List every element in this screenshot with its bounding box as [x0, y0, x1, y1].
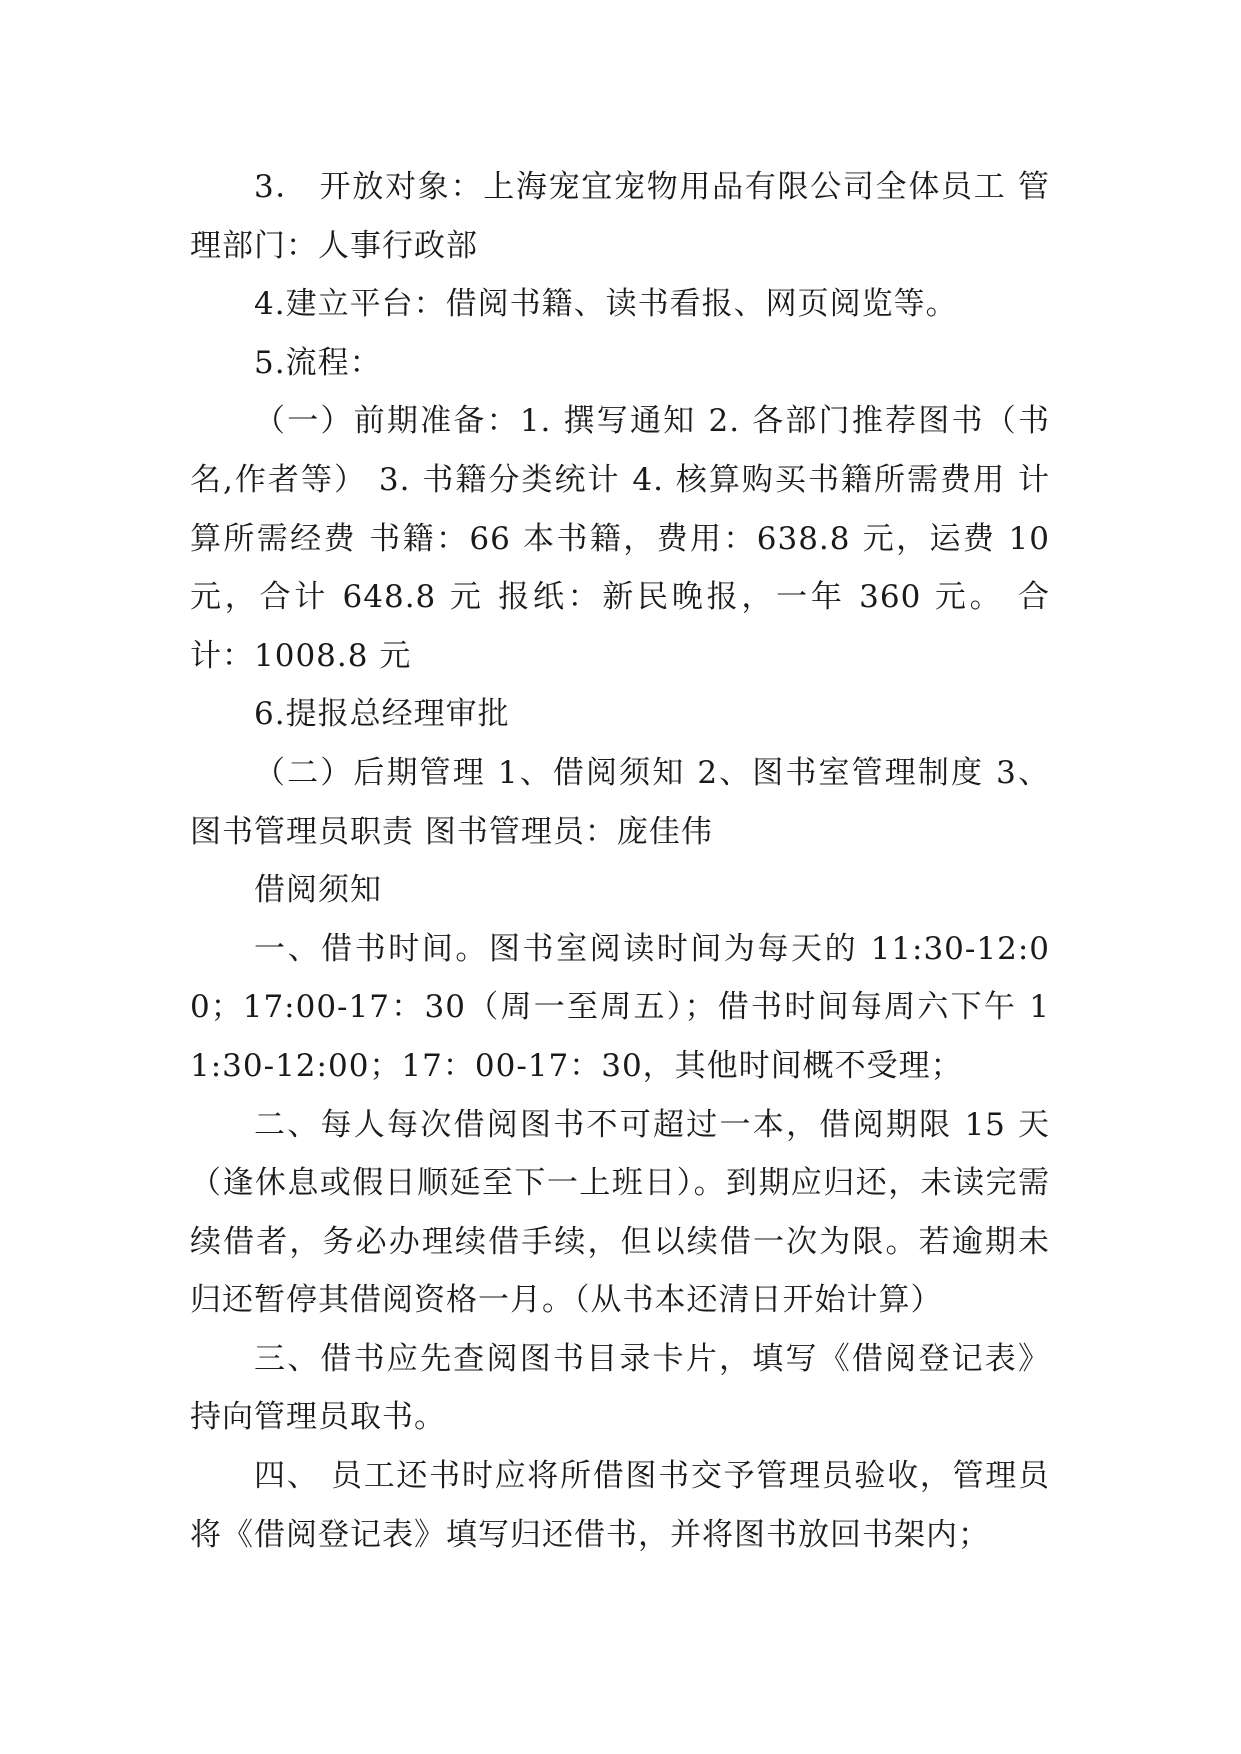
paragraph-borrowing-notice-title: 借阅须知: [254, 872, 382, 909]
paragraph-rule-1: 一、借书时间。图书室阅读时间为每天的 11:30-12:00；17:00-17：30（周一至周五）；借书时间每周六下午 11:30-12:00；17：00-17：30，其他时间概不受理；: [190, 930, 1050, 1084]
paragraph-approval: 6.提报总经理审批: [254, 696, 510, 733]
paragraph-later-management: （二）后期管理 1、借阅须知 2、图书室管理制度 3、图书管理员职责 图书管理员：庞佳伟: [190, 754, 1050, 850]
paragraph-rule-2: 二、每人每次借阅图书不可超过一本，借阅期限 15 天（逢休息或假日顺延至下一上班日）。到期应归还，未读完需续借者，务必办理续借手续，但以续借一次为限。若逾期未归还暂停其借阅资格一月。（从书本还清日开始计算）: [190, 1106, 1050, 1319]
paragraph-rule-4: 四、 员工还书时应将所借图书交予管理员验收，管理员将《借阅登记表》填写归还借书，并将图书放回书架内；: [190, 1458, 1050, 1553]
paragraph-platform: 4.建立平台：借阅书籍、读书看报、网页阅览等。: [254, 286, 958, 323]
paragraph-rule-3: 三、借书应先查阅图书目录卡片，填写《借阅登记表》持向管理员取书。: [190, 1340, 1050, 1436]
paragraph-scope: 3． 开放对象：上海宠宜宠物用品有限公司全体员工 管理部门：人事行政部: [190, 169, 1050, 264]
document-body: [190, 158, 1050, 1564]
paragraph-preparation: （一）前期准备：1. 撰写通知 2. 各部门推荐图书（书名,作者等） 3. 书籍分类统计 4. 核算购买书籍所需费用 计算所需经费 书籍：66 本书籍，费用：638.8 元，运费 10 元，合计 648.8 元 报纸：新民晚报，一年 360 元。 合计：1008.8 元: [190, 403, 1050, 674]
paragraph-process-heading: 5.流程：: [254, 344, 382, 381]
